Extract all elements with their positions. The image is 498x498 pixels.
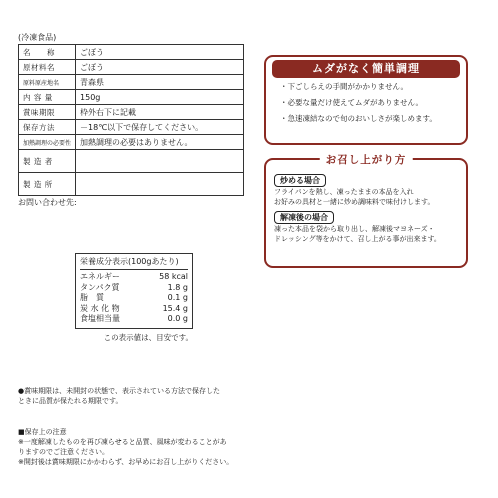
label-value: 加熱調理の必要はありません。 — [76, 135, 244, 150]
label-table — [18, 44, 244, 196]
label-row — [19, 120, 244, 135]
nutrition-title: 栄養成分表示(100gあたり) — [80, 256, 188, 270]
label-value: 150g — [76, 90, 244, 105]
nutrient-name: エネルギー — [80, 272, 120, 281]
notes-section — [18, 386, 248, 467]
label-row — [19, 173, 244, 196]
label-value — [76, 150, 244, 173]
label-value: 枠外右下に記載 — [76, 105, 244, 120]
nutrient-name: タンパク質 — [80, 282, 120, 292]
label-row — [19, 60, 244, 75]
nutrient-value: 0.1 g — [167, 293, 188, 302]
benefit-item: ・下ごしらえの手間がかかりません。 — [280, 82, 408, 91]
nutrient-value: 1.8 g — [167, 282, 188, 292]
nutrition-row — [80, 283, 188, 294]
benefits-banner: ムダがなく簡単調理 — [272, 60, 460, 78]
serving-title: お召し上がり方 — [320, 152, 413, 167]
label-value: ごぼう — [76, 45, 244, 60]
label-value — [76, 173, 244, 196]
storage-note-line-3: ※開封後は賞味期限にかかわらず、お早めにお召し上がりください。 — [18, 458, 234, 466]
nutrition-facts — [75, 253, 193, 343]
stir-fry-line-2: お好みの具材と一緒に炒め調味料で味付けします。 — [274, 198, 435, 206]
nutrient-value: 0.0 g — [167, 314, 188, 323]
stir-fry-tag: 炒める場合 — [274, 174, 326, 187]
label-value: －18℃以下で保存してください。 — [76, 120, 244, 135]
nutrition-note: この表示値は、目安です。 — [103, 332, 193, 342]
label-key: 内 容 量 — [19, 90, 76, 105]
label-key: 賞味期限 — [19, 105, 76, 120]
nutrient-name: 炭 水 化 物 — [80, 303, 120, 313]
thaw-tag: 解凍後の場合 — [274, 211, 334, 224]
label-row — [19, 105, 244, 120]
label-key: 原材料名 — [19, 60, 76, 75]
contact-label: お問い合わせ先: — [18, 198, 77, 207]
label-value: 青森県 — [76, 75, 244, 90]
label-row — [19, 45, 244, 60]
label-row — [19, 90, 244, 105]
nutrient-value: 58 kcal — [159, 272, 188, 281]
stir-fry-line-1: フライパンを熱し、凍ったままの本品を入れ — [274, 188, 414, 196]
label-key: 製 造 者 — [19, 150, 76, 173]
label-row — [19, 150, 244, 173]
thaw-line-1: 凍った本品を袋から取り出し、解凍後マヨネーズ・ — [274, 225, 435, 233]
expiry-note-line-1: ●賞味期限は、未開封の状態で、表示されている方法で保存した — [18, 387, 220, 395]
food-label — [18, 32, 244, 208]
nutrient-name: 脂 質 — [80, 293, 104, 302]
storage-note-line-1: ※一度解凍したものを再び凍らせると品質、風味が変わることがあ — [18, 438, 227, 446]
label-key: 保存方法 — [19, 120, 76, 135]
label-key: 加熱調理の必要性 — [19, 135, 76, 150]
label-row — [19, 135, 244, 150]
nutrient-name: 食塩相当量 — [80, 314, 120, 323]
label-key: 原料原産地名 — [19, 75, 76, 90]
storage-note-line-2: りますのでご注意ください。 — [18, 448, 109, 456]
benefit-item: ・急速凍結なので旬のおいしさが楽しめます。 — [280, 114, 437, 123]
nutrition-row — [80, 272, 188, 283]
label-heading: (冷凍食品) — [18, 33, 57, 42]
nutrition-rows — [80, 272, 188, 325]
nutrition-box — [75, 253, 193, 329]
serving-panel — [264, 154, 468, 268]
nutrition-row — [80, 314, 188, 325]
nutrient-value: 15.4 g — [162, 303, 188, 313]
label-key: 製 造 所 — [19, 173, 76, 196]
storage-title: ■保存上の注意 — [18, 428, 67, 436]
expiry-note-line-2: ときに品質が保たれる期限です。 — [18, 397, 123, 405]
benefit-item: ・必要な量だけ使えてムダがありません。 — [280, 98, 423, 107]
label-value: ごぼう — [76, 60, 244, 75]
nutrition-row — [80, 304, 188, 315]
nutrition-row — [80, 293, 188, 304]
label-key: 名 称 — [19, 45, 76, 60]
thaw-line-2: ドレッシング等をかけて、召し上がる事が出来ます。 — [274, 235, 441, 243]
label-row — [19, 75, 244, 90]
benefits-panel — [264, 55, 468, 145]
